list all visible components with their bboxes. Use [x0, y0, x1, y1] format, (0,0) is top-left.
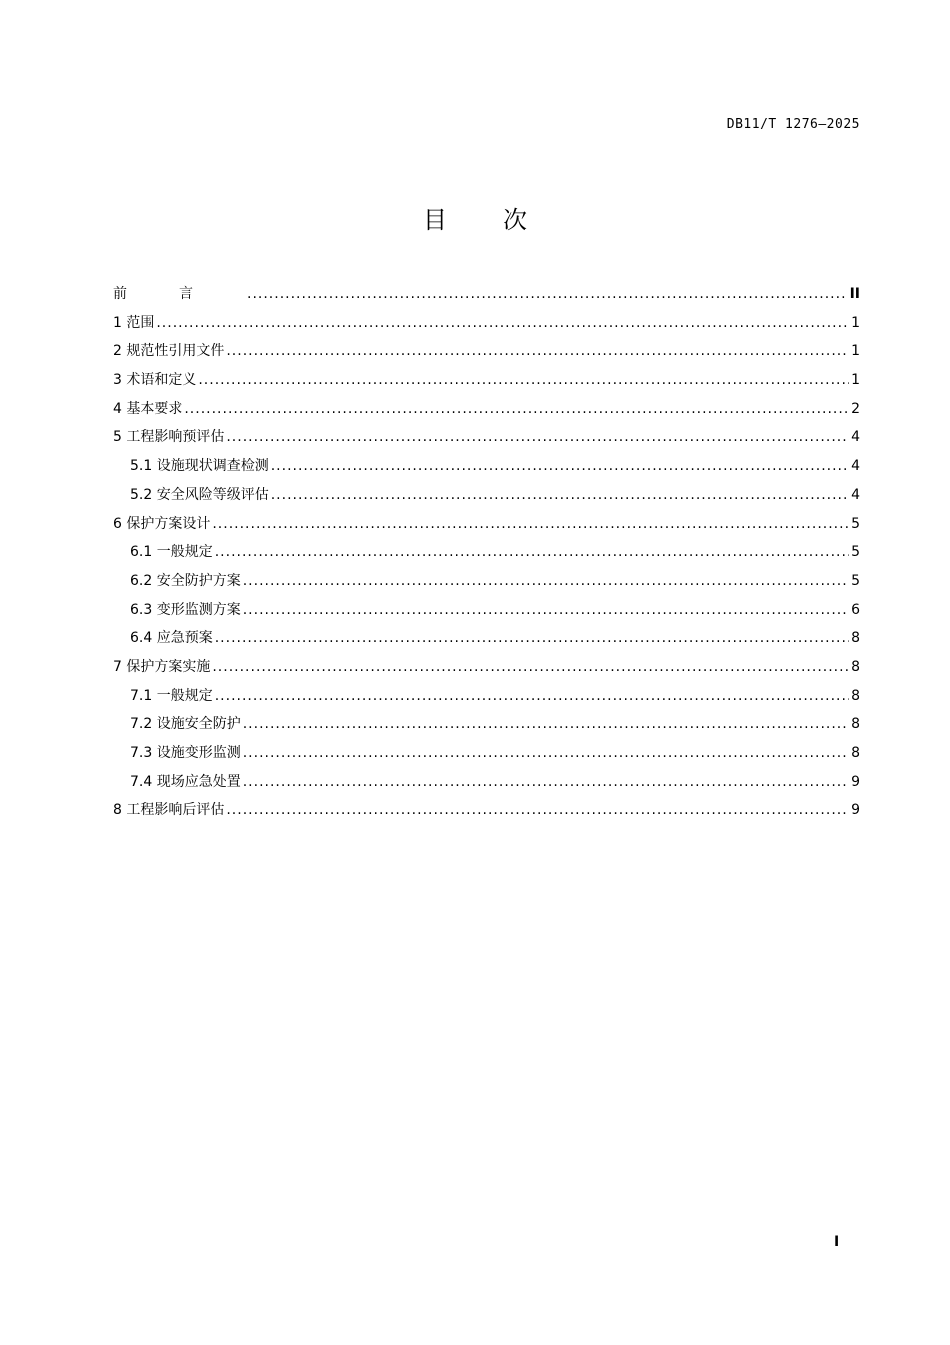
toc-item-label: 7.1 一般规定: [130, 687, 213, 704]
toc-item-2[interactable]: [113, 341, 860, 370]
toc-leader: [271, 485, 849, 505]
toc-item-page: 1: [851, 343, 860, 360]
toc-item-7[interactable]: [113, 657, 860, 686]
toc-item-label: 7 保护方案实施: [113, 658, 211, 675]
toc-leader: [271, 456, 849, 476]
toc-item-page: 8: [851, 687, 860, 704]
toc-leader: [243, 714, 849, 734]
toc-list: [113, 284, 860, 829]
toc-leader: [215, 542, 849, 562]
toc-item-6-1[interactable]: [113, 542, 860, 571]
toc-item-page: 1: [851, 372, 860, 389]
toc-item-label: 7.4 现场应急处置: [130, 773, 241, 790]
toc-item-label: 5 工程影响预评估: [113, 429, 225, 446]
toc-item-6[interactable]: [113, 514, 860, 543]
toc-item-label: 7.2 设施安全防护: [130, 716, 241, 733]
toc-item-8[interactable]: [113, 800, 860, 829]
toc-item-label: 1 范围: [113, 314, 155, 331]
toc-item-6-3[interactable]: [113, 600, 860, 629]
toc-leader: [215, 686, 849, 706]
toc-item-page: 9: [851, 802, 860, 819]
toc-title: 目次: [423, 206, 583, 234]
toc-item-7-2[interactable]: [113, 714, 860, 743]
toc-item-4[interactable]: [113, 399, 860, 428]
toc-leader: [184, 399, 849, 419]
toc-item-page: 9: [851, 773, 860, 790]
toc-item-3[interactable]: [113, 370, 860, 399]
toc-item-label: 6.1 一般规定: [130, 544, 213, 561]
toc-item-1[interactable]: [113, 313, 860, 342]
toc-item-label: 3 术语和定义: [113, 372, 197, 389]
toc-item-label: 6.3 变形监测方案: [130, 601, 241, 618]
toc-item-page: 5: [851, 544, 860, 561]
toc-leader: [226, 427, 849, 447]
toc-leader: [243, 743, 849, 763]
toc-item-7-3[interactable]: [113, 743, 860, 772]
toc-item-label: 6.2 安全防护方案: [130, 572, 241, 589]
toc-item-label: 5.1 设施现状调查检测: [130, 458, 269, 475]
toc-leader: [212, 657, 849, 677]
toc-item-preface[interactable]: [113, 284, 860, 313]
toc-item-page: 5: [851, 515, 860, 532]
toc-leader: [243, 600, 849, 620]
toc-item-page: 8: [851, 658, 860, 675]
toc-item-6-4[interactable]: [113, 628, 860, 657]
toc-item-label: 8 工程影响后评估: [113, 802, 225, 819]
toc-leader: [226, 800, 849, 820]
toc-leader: [198, 370, 849, 390]
toc-item-5-2[interactable]: [113, 485, 860, 514]
toc-item-5[interactable]: [113, 427, 860, 456]
toc-leader: [156, 313, 849, 333]
toc-leader: [243, 772, 849, 792]
toc-item-7-4[interactable]: [113, 772, 860, 801]
toc-item-7-1[interactable]: [113, 686, 860, 715]
toc-leader: [212, 514, 849, 534]
toc-leader: [226, 341, 849, 361]
toc-item-page: 4: [851, 486, 860, 503]
toc-item-page: 4: [851, 458, 860, 475]
toc-item-label: 前言: [113, 286, 245, 302]
toc-item-page: 8: [851, 630, 860, 647]
toc-item-page: 1: [851, 314, 860, 331]
toc-item-5-1[interactable]: [113, 456, 860, 485]
toc-leader: [247, 284, 848, 304]
toc-leader: [243, 571, 849, 591]
toc-item-label: 6.4 应急预案: [130, 630, 213, 647]
toc-item-label: 4 基本要求: [113, 400, 183, 417]
toc-item-label: 5.2 安全风险等级评估: [130, 486, 269, 503]
doc-code: DB11/T 1276—2025: [726, 117, 860, 132]
toc-item-page: 5: [851, 572, 860, 589]
toc-item-label: 6 保护方案设计: [113, 515, 211, 532]
toc-item-6-2[interactable]: [113, 571, 860, 600]
page-number: I: [834, 1234, 840, 1250]
toc-item-label: 7.3 设施变形监测: [130, 745, 241, 761]
toc-item-page: 4: [851, 429, 860, 446]
toc-item-page: II: [849, 286, 860, 302]
toc-item-page: 8: [851, 716, 860, 733]
toc-item-label: 2 规范性引用文件: [113, 343, 225, 360]
toc-item-page: 8: [851, 745, 860, 761]
toc-item-page: 2: [851, 400, 860, 417]
toc-leader: [215, 628, 849, 648]
toc-item-page: 6: [851, 601, 860, 618]
